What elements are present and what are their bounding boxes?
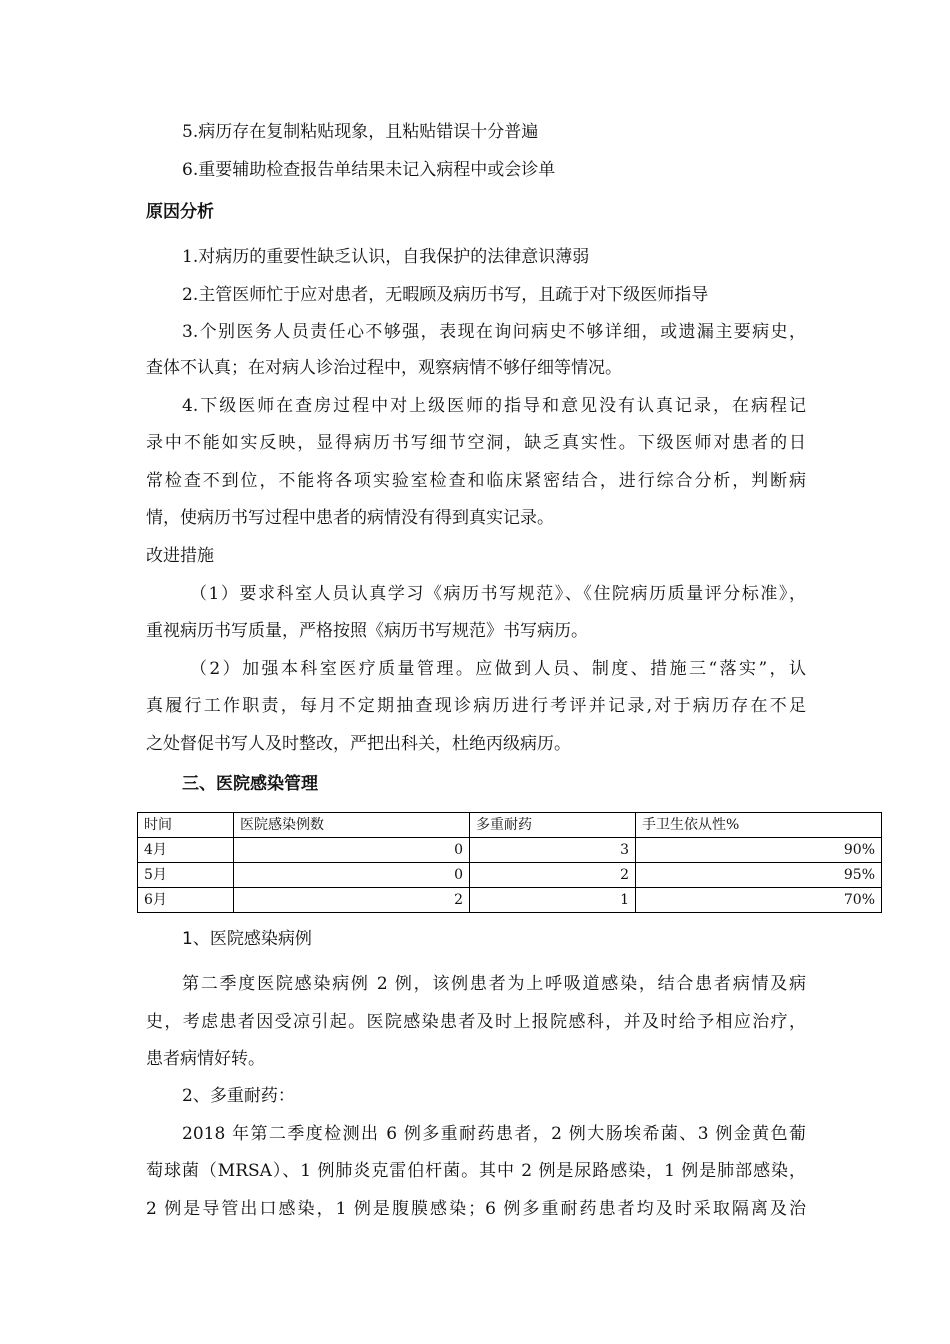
cause-item-4-line3: 常检查不到位，不能将各项实验室检查和临床紧密结合，进行综合分析，判断病: [146, 471, 806, 491]
heading-improvement: 改进措施: [146, 546, 214, 566]
heading-cause-analysis: 原因分析: [146, 202, 214, 222]
heading-infection-management: 三、医院感染管理: [182, 774, 318, 794]
mdr-line2: 萄球菌（MRSA）、1 例肺炎克雷伯杆菌。其中 2 例是尿路感染，1 例是肺部感染，: [146, 1161, 806, 1181]
table-cell-month: 4月: [138, 838, 234, 863]
table-row: [138, 838, 882, 863]
cases-line3: 患者病情好转。: [146, 1049, 265, 1069]
cause-item-3-line1: 3.个别医务人员责任心不够强，表现在询问病史不够详细，或遗漏主要病史，: [182, 322, 806, 342]
cases-line2: 史，考虑患者因受凉引起。医院感染患者及时上报院感科，并及时给予相应治疗，: [146, 1012, 806, 1032]
mdr-line3: 2 例是导管出口感染，1 例是腹膜感染；6 例多重耐药患者均及时采取隔离及治: [146, 1199, 806, 1219]
cause-item-2: 2.主管医师忙于应对患者，无暇顾及病历书写，且疏于对下级医师指导: [182, 285, 709, 305]
heading-infection-cases: 1、医院感染病例: [182, 929, 312, 949]
table-cell-infections: 0: [234, 863, 470, 888]
table-row: [138, 863, 882, 888]
table-cell-infections: 0: [234, 838, 470, 863]
table-cell-mdr: 2: [470, 863, 636, 888]
cause-item-1: 1.对病历的重要性缺乏认识，自我保护的法律意识薄弱: [182, 247, 590, 267]
table-cell-hand-hygiene: 95%: [636, 863, 882, 888]
table-header-cell: 医院感染例数: [234, 813, 470, 838]
table-row: [138, 888, 882, 913]
table-cell-mdr: 1: [470, 888, 636, 913]
improve-item-1-line2: 重视病历书写质量，严格按照《病历书写规范》书写病历。: [146, 621, 588, 641]
paragraph-item-6: 6.重要辅助检查报告单结果未记入病程中或会诊单: [182, 160, 556, 180]
table-cell-infections: 2: [234, 888, 470, 913]
cause-item-4-line2: 录中不能如实反映，显得病历书写细节空洞，缺乏真实性。下级医师对患者的日: [146, 433, 806, 453]
table-header-row: [138, 813, 882, 838]
improve-item-2-line2: 真履行工作职责，每月不定期抽查现诊病历进行考评并记录,对于病历存在不足: [146, 696, 806, 716]
table-cell-hand-hygiene: 90%: [636, 838, 882, 863]
cause-item-4-line1: 4.下级医师在查房过程中对上级医师的指导和意见没有认真记录，在病程记: [182, 396, 806, 416]
table-header-cell: 时间: [138, 813, 234, 838]
cause-item-3-line2: 查体不认真；在对病人诊治过程中，观察病情不够仔细等情况。: [146, 358, 622, 378]
table-cell-mdr: 3: [470, 838, 636, 863]
heading-multidrug-resistance: 2、多重耐药：: [182, 1086, 295, 1106]
table-cell-month: 5月: [138, 863, 234, 888]
improve-item-2-line3: 之处督促书写人及时整改，严把出科关，杜绝丙级病历。: [146, 734, 571, 754]
table-cell-month: 6月: [138, 888, 234, 913]
improve-item-2-line1: （2）加强本科室医疗质量管理。应做到人员、制度、措施三“落实”，认: [190, 659, 806, 679]
table-header-cell: 多重耐药: [470, 813, 636, 838]
table-header-cell: 手卫生依从性%: [636, 813, 882, 838]
paragraph-item-5: 5.病历存在复制粘贴现象，且粘贴错误十分普遍: [182, 122, 539, 142]
improve-item-1-line1: （1）要求科室人员认真学习《病历书写规范》、《住院病历质量评分标准》，: [190, 584, 806, 604]
cause-item-4-line4: 情，使病历书写过程中患者的病情没有得到真实记录。: [146, 508, 554, 528]
table-cell-hand-hygiene: 70%: [636, 888, 882, 913]
infection-table: [137, 812, 882, 913]
cases-line1: 第二季度医院感染病例 2 例，该例患者为上呼吸道感染，结合患者病情及病: [182, 974, 806, 994]
mdr-line1: 2018 年第二季度检测出 6 例多重耐药患者，2 例大肠埃希菌、3 例金黄色葡: [182, 1124, 806, 1144]
